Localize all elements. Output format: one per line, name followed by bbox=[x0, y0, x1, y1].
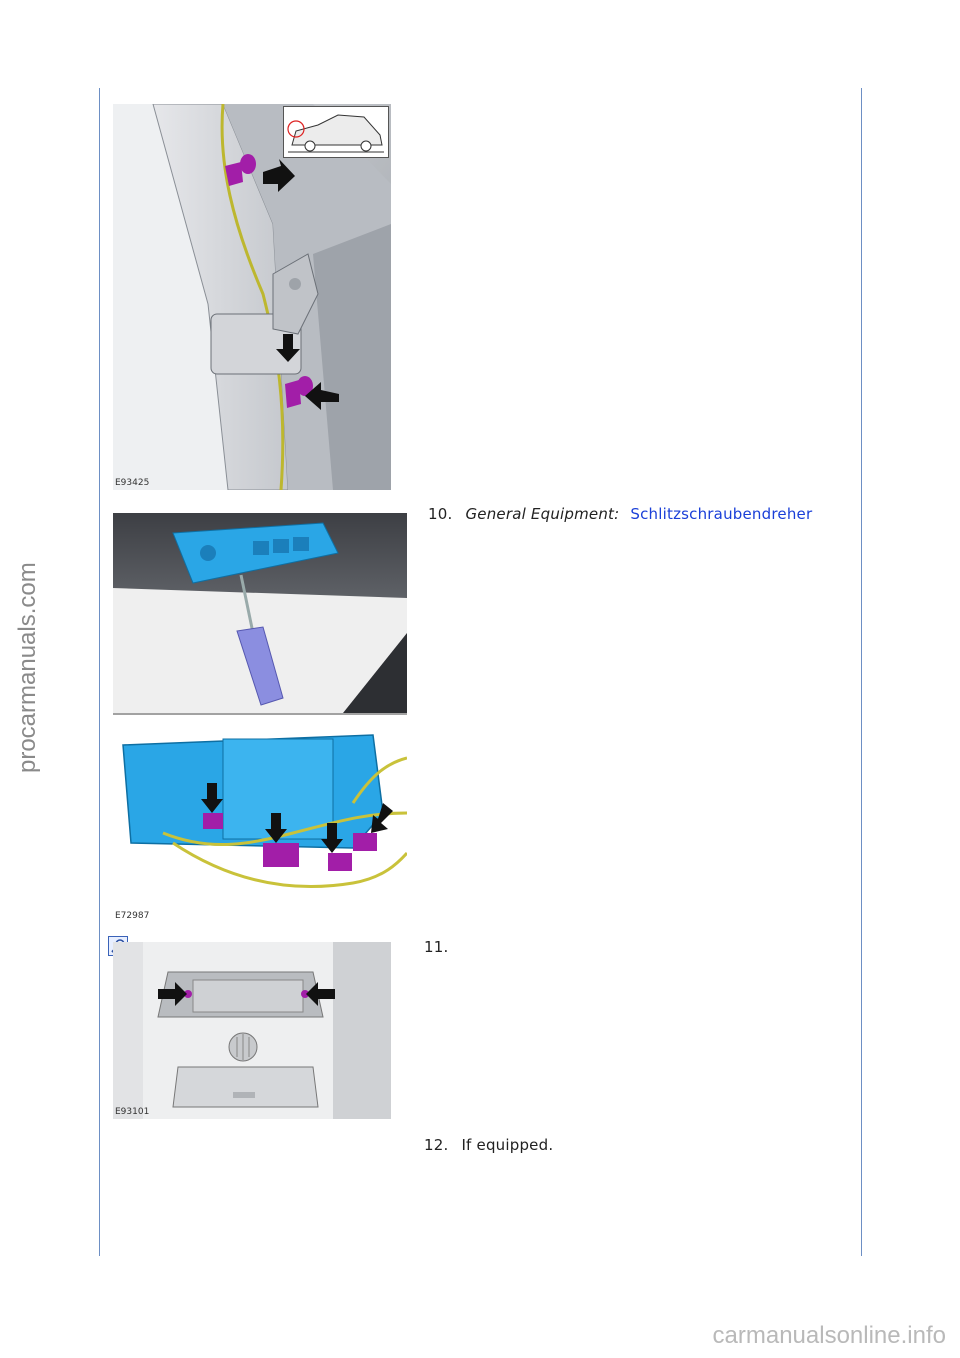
figure-code: E93101 bbox=[115, 1107, 150, 1117]
bottom-watermark: carmanualsonline.info bbox=[712, 1322, 946, 1349]
car-silhouette-locator-icon bbox=[283, 106, 389, 158]
step-11 bbox=[424, 938, 456, 956]
figure-code: E72987 bbox=[115, 911, 150, 921]
step-number: 10. bbox=[428, 505, 453, 523]
right-margin-rule bbox=[861, 88, 862, 1256]
figure-pillar-clips bbox=[113, 104, 391, 490]
roof-lamp-illustration bbox=[113, 942, 391, 1119]
step-text: If equipped. bbox=[461, 1136, 554, 1154]
step-10 bbox=[428, 505, 812, 523]
step-number: 11. bbox=[424, 938, 449, 956]
figure-roof-lamp bbox=[113, 942, 391, 1119]
equipment-label: General Equipment: bbox=[465, 505, 620, 523]
step-12 bbox=[424, 1136, 553, 1154]
console-removal-illustration bbox=[113, 513, 407, 923]
figure-console-removal bbox=[113, 513, 407, 923]
side-watermark: procarmanuals.com bbox=[14, 562, 41, 773]
figure-code: E93425 bbox=[115, 478, 150, 488]
step-number: 12. bbox=[424, 1136, 449, 1154]
left-margin-rule bbox=[99, 88, 100, 1256]
tool-link[interactable]: Schlitzschraubendreher bbox=[630, 505, 813, 523]
pillar-clips-illustration bbox=[113, 104, 391, 490]
